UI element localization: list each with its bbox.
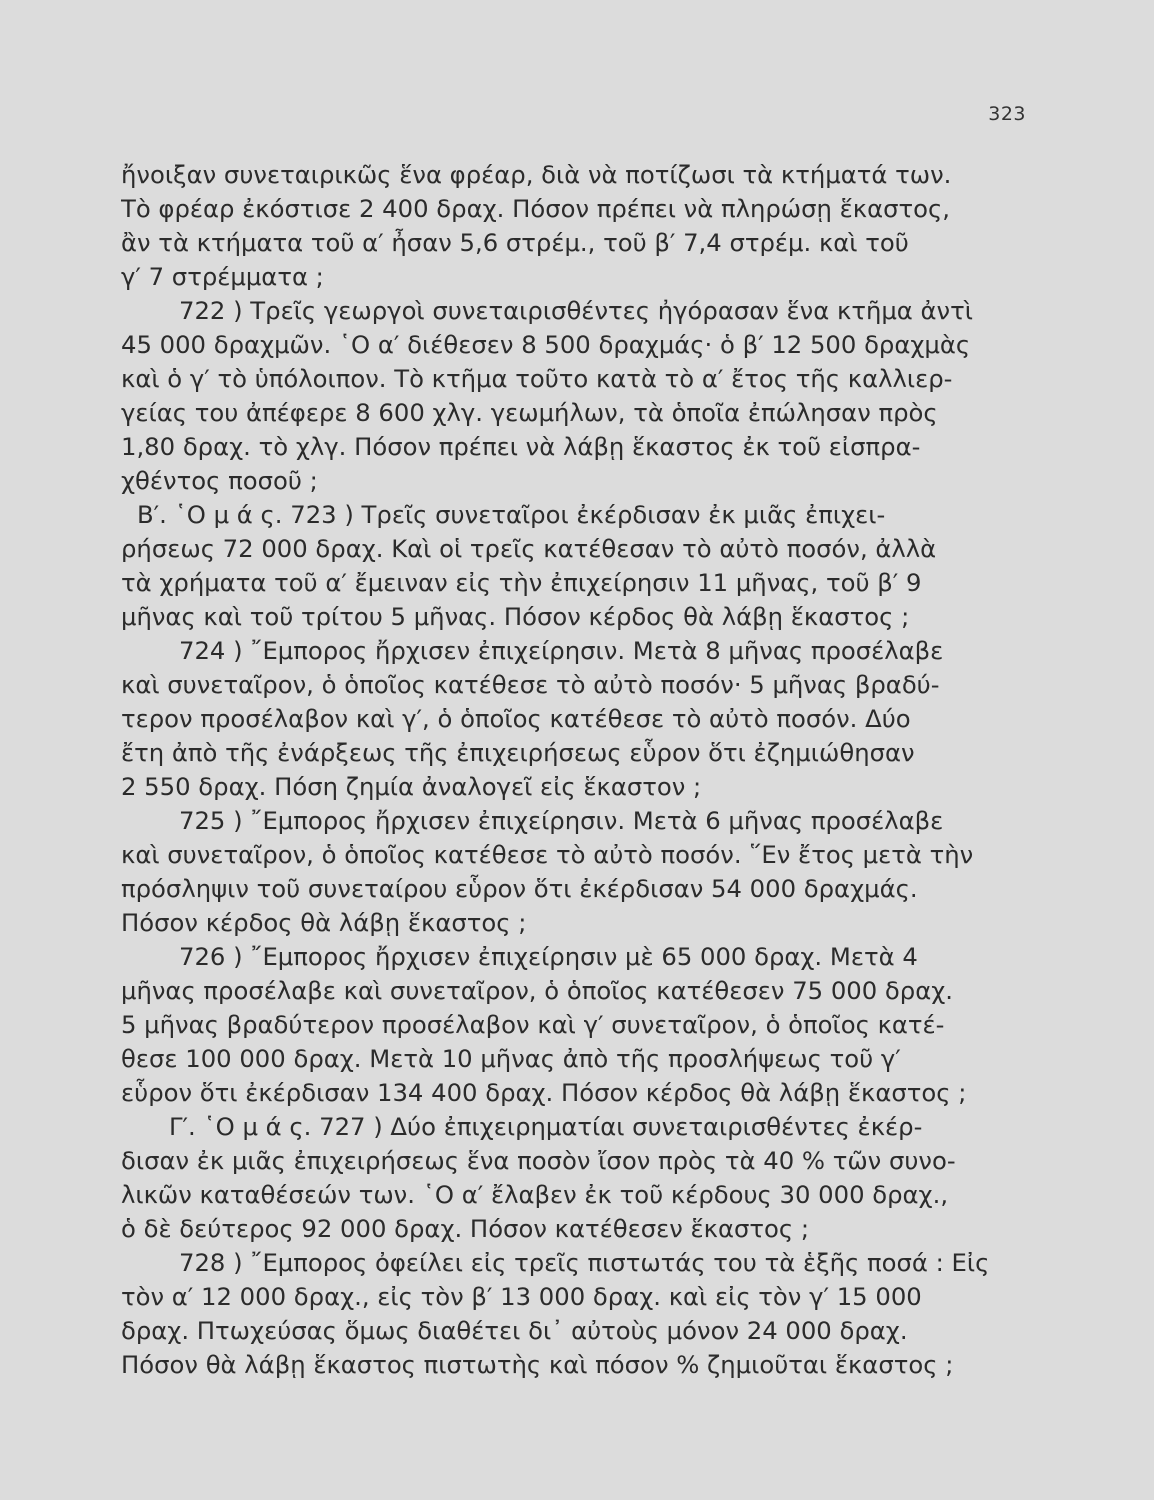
text-line: τὰ χρήματα τοῦ α′ ἔμειναν εἰς τὴν ἐπιχείρησιν 11 μῆνας, τοῦ β′ 9	[121, 568, 922, 597]
text-line: 2 550 δραχ. Πόση ζημία ἀναλογεῖ εἰς ἕκαστον ;	[121, 772, 702, 801]
text-line: 726 ) ῎Εμπορος ἤρχισεν ἐπιχείρησιν μὲ 65 000 δραχ. Μετὰ 4	[179, 942, 918, 971]
text-line: μῆνας προσέλαβε καὶ συνεταῖρον, ὁ ὁποῖος κατέθεσεν 75 000 δραχ.	[121, 976, 953, 1005]
text-line: ἔτη ἀπὸ τῆς ἐνάρξεως τῆς ἐπιχειρήσεως εὗρον ὅτι ἐζημιώθησαν	[121, 738, 915, 767]
text-line: γείας του ἀπέφερε 8 600 χλγ. γεωμήλων, τὰ ὁποῖα ἐπώλησαν πρὸς	[121, 398, 938, 427]
text-line: δραχ. Πτωχεύσας ὅμως διαθέτει δι᾿ αὐτοὺς μόνον 24 000 δραχ.	[121, 1316, 908, 1345]
text-line: μῆνας καὶ τοῦ τρίτου 5 μῆνας. Πόσον κέρδος θὰ λάβῃ ἕκαστος ;	[121, 602, 910, 631]
text-line: ἂν τὰ κτήματα τοῦ α′ ἦσαν 5,6 στρέμ., τοῦ β′ 7,4 στρέμ. καὶ τοῦ	[121, 228, 909, 257]
text-line: Πόσον θὰ λάβῃ ἕκαστος πιστωτὴς καὶ πόσον % ζημιοῦται ἕκαστος ;	[121, 1350, 954, 1379]
text-line: καὶ συνεταῖρον, ὁ ὁποῖος κατέθεσε τὸ αὐτὸ ποσόν. ῞Εν ἔτος μετὰ τὴν	[121, 840, 974, 869]
text-line: λικῶν καταθέσεών των. ῾Ο α′ ἔλαβεν ἐκ τοῦ κέρδους 30 000 δραχ.,	[121, 1180, 949, 1209]
text-line: 725 ) ῎Εμπορος ἤρχισεν ἐπιχείρησιν. Μετὰ 6 μῆνας προσέλαβε	[179, 806, 944, 835]
text-line: Γ′. ῾Ο μ ά ς. 727 ) Δύο ἐπιχειρηματίαι συνεταιρισθέντες ἐκέρ-	[169, 1112, 923, 1141]
text-line: πρόσληψιν τοῦ συνεταίρου εὗρον ὅτι ἐκέρδισαν 54 000 δραχμάς.	[121, 874, 918, 903]
text-line: τὸν α′ 12 000 δραχ., εἰς τὸν β′ 13 000 δραχ. καὶ εἰς τὸν γ′ 15 000	[121, 1282, 922, 1311]
text-line: 1,80 δραχ. τὸ χλγ. Πόσον πρέπει νὰ λάβῃ ἕκαστος ἐκ τοῦ εἰσπρα-	[121, 432, 921, 461]
text-line: Β′. ῾Ο μ ά ς. 723 ) Τρεῖς συνεταῖροι ἐκέρδισαν ἐκ μιᾶς ἐπιχει-	[137, 500, 886, 529]
text-line: 724 ) ῎Εμπορος ἤρχισεν ἐπιχείρησιν. Μετὰ 8 μῆνας προσέλαβε	[179, 636, 944, 665]
text-line: εὗρον ὅτι ἐκέρδισαν 134 400 δραχ. Πόσον κέρδος θὰ λάβῃ ἕκαστος ;	[121, 1078, 967, 1107]
text-line: 722 ) Τρεῖς γεωργοὶ συνεταιρισθέντες ἠγόρασαν ἕνα κτῆμα ἀντὶ	[179, 296, 973, 325]
text-line: ρήσεως 72 000 δραχ. Καὶ οἱ τρεῖς κατέθεσαν τὸ αὐτὸ ποσόν, ἀλλὰ	[121, 534, 937, 563]
text-line: δισαν ἐκ μιᾶς ἐπιχειρήσεως ἕνα ποσὸν ἴσον πρὸς τὰ 40 % τῶν συνο-	[121, 1146, 956, 1175]
text-line: ὁ δὲ δεύτερος 92 000 δραχ. Πόσον κατέθεσεν ἕκαστος ;	[121, 1214, 810, 1243]
text-line: ἤνοιξαν συνεταιρικῶς ἕνα φρέαρ, διὰ νὰ ποτίζωσι τὰ κτήματά των.	[121, 160, 952, 189]
text-line: Τὸ φρέαρ ἐκόστισε 2 400 δραχ. Πόσον πρέπει νὰ πληρώσῃ ἕκαστος,	[121, 194, 951, 223]
text-line: χθέντος ποσοῦ ;	[121, 466, 318, 495]
text-line: καὶ ὁ γ′ τὸ ὑπόλοιπον. Τὸ κτῆμα τοῦτο κατὰ τὸ α′ ἔτος τῆς καλλιερ-	[121, 364, 953, 393]
text-line: γ′ 7 στρέμματα ;	[121, 262, 324, 291]
text-line: Πόσον κέρδος θὰ λάβῃ ἕκαστος ;	[121, 908, 527, 937]
text-body	[121, 158, 1035, 1382]
text-line: καὶ συνεταῖρον, ὁ ὁποῖος κατέθεσε τὸ αὐτὸ ποσόν· 5 μῆνας βραδύ-	[121, 670, 940, 699]
page-number: 323	[988, 103, 1026, 125]
text-line: 728 ) ῎Εμπορος ὀφείλει εἰς τρεῖς πιστωτάς του τὰ ἑξῆς ποσά : Εἰς	[179, 1248, 990, 1277]
text-line: 5 μῆνας βραδύτερον προσέλαβον καὶ γ′ συνεταῖρον, ὁ ὁποῖος κατέ-	[121, 1010, 945, 1039]
text-line: τερον προσέλαβον καὶ γ′, ὁ ὁποῖος κατέθεσε τὸ αὐτὸ ποσόν. Δύο	[121, 704, 911, 733]
text-line: θεσε 100 000 δραχ. Μετὰ 10 μῆνας ἀπὸ τῆς προσλήψεως τοῦ γ′	[121, 1044, 901, 1073]
text-line: 45 000 δραχμῶν. ῾Ο α′ διέθεσεν 8 500 δραχμάς· ὁ β′ 12 500 δραχμὰς	[121, 330, 971, 359]
